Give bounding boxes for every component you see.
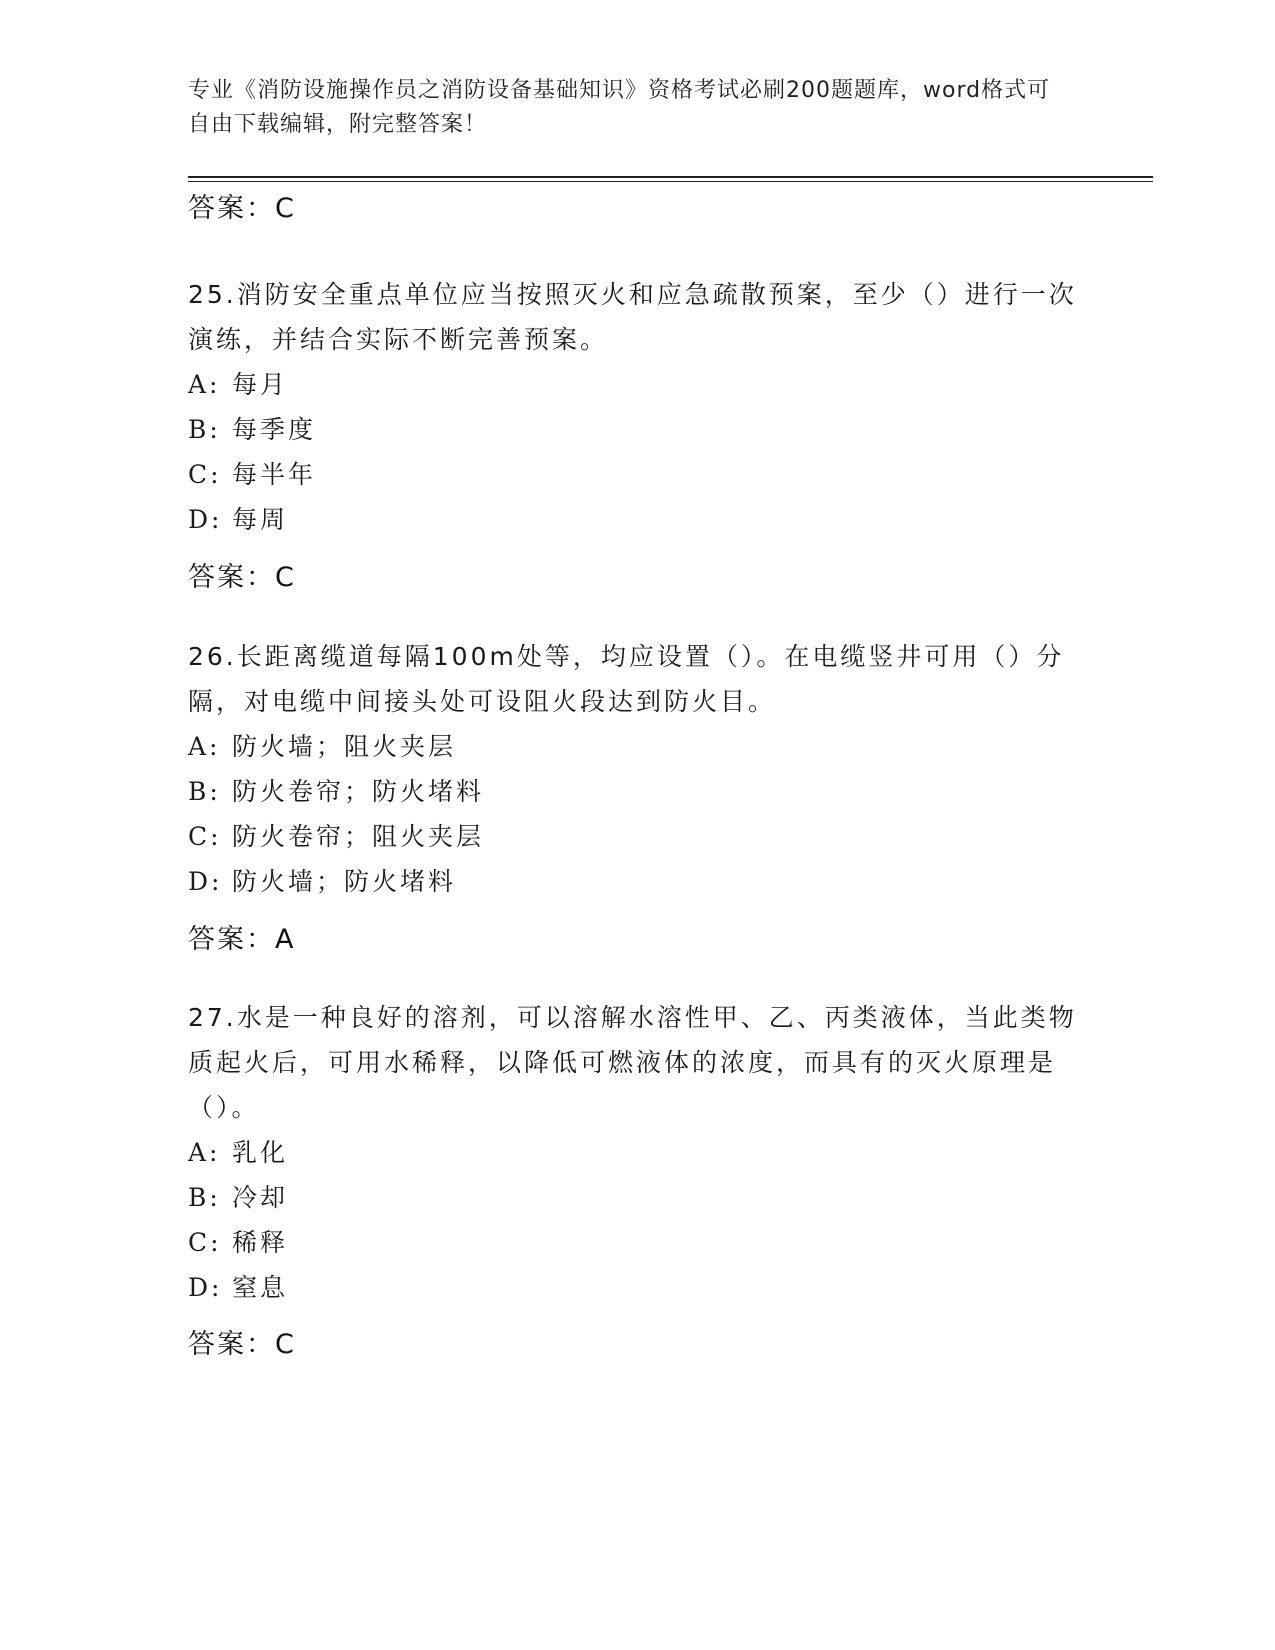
question-27 (188, 995, 1088, 1310)
option-letter: C: (188, 1228, 222, 1257)
option-d (188, 497, 1088, 542)
option-letter: C: (188, 460, 222, 489)
document-header (188, 74, 1068, 142)
option-text: 稀释 (232, 1228, 289, 1257)
option-text: 每周 (232, 505, 289, 534)
option-text: 防火墙；阻火夹层 (232, 732, 457, 761)
option-text: 每月 (232, 370, 289, 399)
header-divider-thick (188, 176, 1153, 178)
option-text: 每季度 (232, 415, 317, 444)
option-text: 窒息 (232, 1273, 289, 1302)
option-letter: D: (188, 505, 223, 534)
option-a (188, 362, 1088, 407)
answer-27: 答案：C (188, 1329, 296, 1360)
previous-answer: 答案：C (188, 193, 296, 224)
option-letter: A: (188, 732, 221, 761)
option-b (188, 1175, 1088, 1220)
option-c (188, 452, 1088, 497)
option-a (188, 1130, 1088, 1175)
question-stem: 25.消防安全重点单位应当按照灭火和应急疏散预案，至少（）进行一次演练，并结合实际不断完善预案。 (188, 280, 1077, 354)
option-text: 防火卷帘；阻火夹层 (232, 822, 485, 851)
option-letter: B: (188, 415, 221, 444)
answer-25: 答案：C (188, 562, 296, 593)
header-divider-thin (188, 181, 1153, 182)
option-text: 每半年 (232, 460, 317, 489)
answer-26: 答案：A (188, 924, 296, 955)
option-a (188, 724, 1088, 769)
question-25 (188, 272, 1088, 542)
option-letter: B: (188, 777, 221, 806)
option-b (188, 407, 1088, 452)
option-letter: A: (188, 1138, 221, 1167)
option-c (188, 1220, 1088, 1265)
option-letter: B: (188, 1183, 221, 1212)
option-d (188, 1265, 1088, 1310)
option-d (188, 859, 1088, 904)
option-text: 防火墙；防火堵料 (232, 867, 457, 896)
option-b (188, 769, 1088, 814)
option-text: 冷却 (232, 1183, 289, 1212)
option-letter: A: (188, 370, 221, 399)
option-c (188, 814, 1088, 859)
option-text: 乳化 (232, 1138, 289, 1167)
header-text: 专业《消防设施操作员之消防设备基础知识》资格考试必刷200题题库，word格式可自由下载编辑，附完整答案！ (188, 78, 1051, 137)
question-stem: 27.水是一种良好的溶剂，可以溶解水溶性甲、乙、丙类液体，当此类物质起火后，可用水稀释，以降低可燃液体的浓度，而具有的灭火原理是（）。 (188, 1003, 1077, 1122)
question-26 (188, 634, 1088, 904)
option-letter: D: (188, 1273, 223, 1302)
option-text: 防火卷帘；防火堵料 (232, 777, 485, 806)
option-letter: C: (188, 822, 222, 851)
option-letter: D: (188, 867, 223, 896)
question-stem: 26.长距离缆道每隔100m处等，均应设置（）。在电缆竖井可用（）分隔，对电缆中间接头处可设阻火段达到防火目。 (188, 642, 1065, 716)
